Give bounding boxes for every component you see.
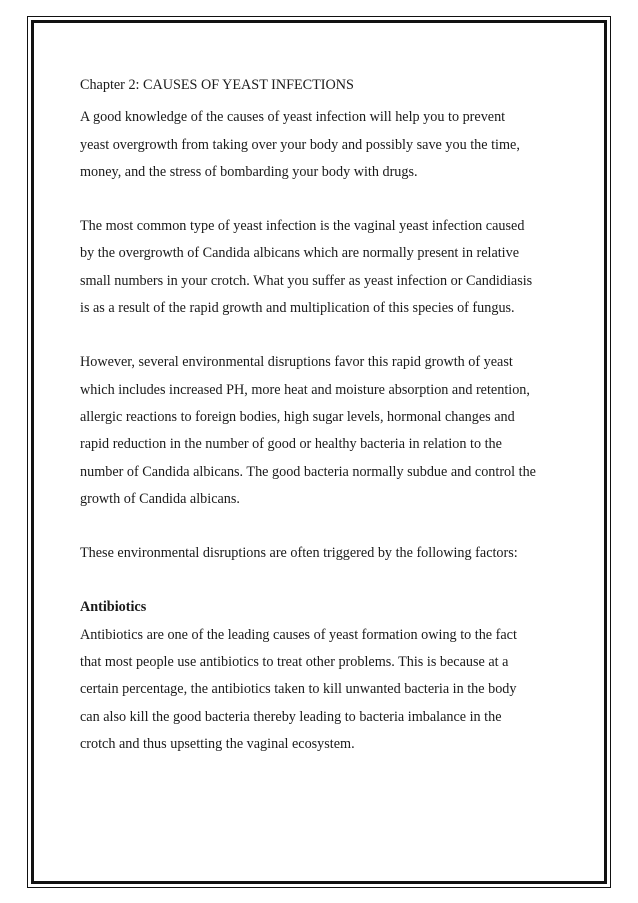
text-line: A good knowledge of the causes of yeast infection will help you to prevent <box>80 109 506 126</box>
text-line: The most common type of yeast infection is the vaginal yeast infection caused <box>80 218 525 235</box>
text-line: yeast overgrowth from taking over your body and possibly save you the time, <box>80 136 520 153</box>
paragraph-spacer <box>80 513 580 540</box>
text-line: growth of Candida albicans. <box>80 490 240 507</box>
text-line: number of Candida albicans. The good bacteria normally subdue and control the <box>80 463 536 480</box>
paragraph-spacer <box>80 186 580 213</box>
text-line: is as a result of the rapid growth and multiplication of this species of fungus. <box>80 300 515 317</box>
paragraph-spacer <box>80 322 580 349</box>
paragraph-common-type <box>80 213 580 322</box>
text-line: by the overgrowth of Candida albicans which are normally present in relative <box>80 245 520 262</box>
text-line: which includes increased PH, more heat and moisture absorption and retention, <box>80 381 530 398</box>
text-line: allergic reactions to foreign bodies, high sugar levels, hormonal changes and <box>80 408 515 425</box>
text-line: Antibiotics are one of the leading causes of yeast formation owing to the fact <box>80 626 517 643</box>
text-line: However, several environmental disruptions favor this rapid growth of yeast <box>80 354 513 371</box>
section-heading-antibiotics: Antibiotics <box>80 599 147 616</box>
text-line: rapid reduction in the number of good or healthy bacteria in relation to the <box>80 436 502 453</box>
text-line: small numbers in your crotch. What you suffer as yeast infection or Candidiasis <box>80 272 533 289</box>
paragraph-factors-intro <box>80 540 580 567</box>
chapter-title: Chapter 2: CAUSES OF YEAST INFECTIONS <box>80 77 354 93</box>
paragraph-antibiotics <box>80 622 580 758</box>
paragraph-intro <box>80 104 580 186</box>
paragraph-disruptions <box>80 349 580 513</box>
text-line: that most people use antibiotics to treat other problems. This is because at a <box>80 654 509 671</box>
text-line: crotch and thus upsetting the vaginal ecosystem. <box>80 735 355 752</box>
paragraph-spacer <box>80 567 580 594</box>
text-line: certain percentage, the antibiotics taken to kill unwanted bacteria in the body <box>80 681 517 698</box>
text-line: money, and the stress of bombarding your body with drugs. <box>80 163 418 180</box>
text-line: can also kill the good bacteria thereby leading to bacteria imbalance in the <box>80 708 502 725</box>
text-line: These environmental disruptions are often triggered by the following factors: <box>80 545 518 562</box>
document-body <box>80 72 580 758</box>
